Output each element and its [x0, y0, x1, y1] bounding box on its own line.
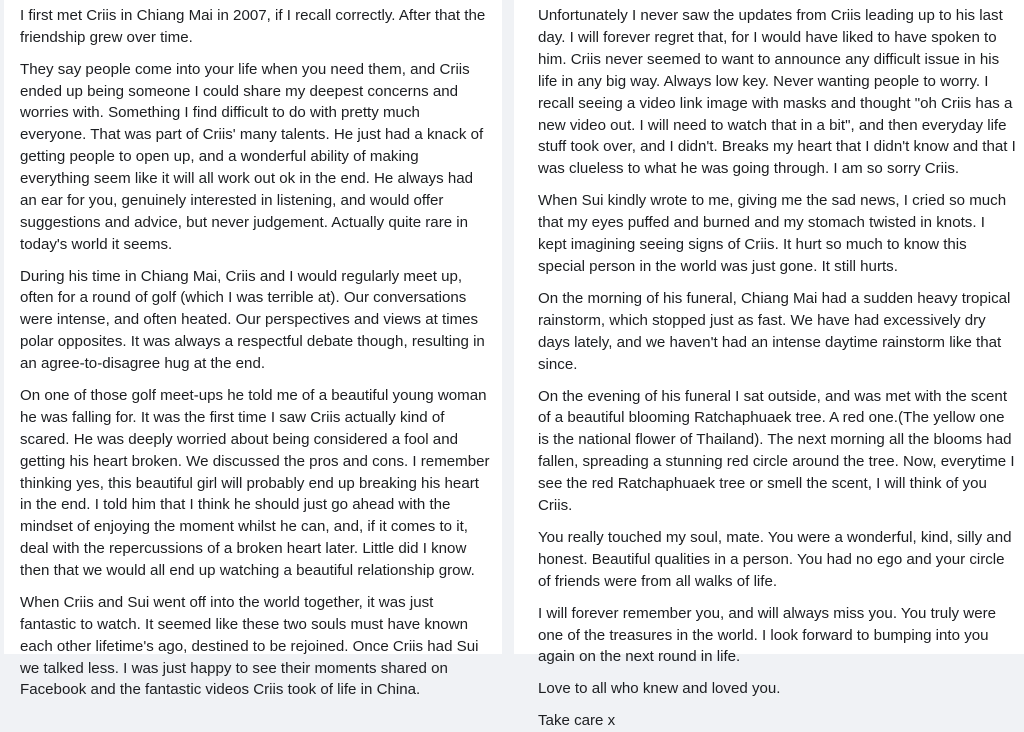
paragraph: Unfortunately I never saw the updates from Criis leading up to his last day. I will forever regret that, for I would have liked to have spoken to him. Criis never seemed to want to announce any difficult issue in his life in any big way. Always low key. Never wanting people to worry. I recall seeing a video link image with masks and thought "oh Criis has a new video out. I will need to watch that in a bit", and then everyday life stuff took over, and I didn't. Breaks my heart that I didn't know and that I was clueless to what he was going through. I am so sorry Criis. — [538, 7, 1016, 178]
left-text-column — [4, 0, 502, 699]
paragraph: Love to all who knew and loved you. — [538, 680, 781, 698]
paragraph: Take care x — [538, 712, 616, 730]
paragraph: I first met Criis in Chiang Mai in 2007, if I recall correctly. After that the friendship grew over time. — [20, 7, 486, 46]
paragraph: I will forever remember you, and will always miss you. You truly were one of the treasures in the world. I look forward to bumping into you again on the next round in life. — [538, 604, 997, 666]
paragraph: During his time in Chiang Mai, Criis and I would regularly meet up, often for a round of golf (which I was terrible at). Our conversations were intense, and often heated. Our perspectives and views at times polar opposites. It was always a respectful debate though, resulting in an agree-to-disagree hug at the end. — [20, 267, 485, 373]
paragraph: On one of those golf meet-ups he told me of a beautiful young woman he was falling for. It was the first time I saw Criis actually kind of scared. He was deeply worried about being considered a fool and getting his heart broken. We discussed the pros and cons. I remember thinking yes, this beautiful girl will probably end up breaking his heart in the end. I told him that I think he should just go ahead with the mindset of enjoying the moment whilst he can, and, if it comes to it, deal with the repercussions of a broken heart later. Little did I know then that we would all end up watching a beautiful relationship grow. — [20, 386, 490, 580]
paragraph: On the evening of his funeral I sat outside, and was met with the scent of a beautiful blooming Ratchaphuaek tree. A red one.(The yellow one is the national flower of Thailand). The next morning all the blooms had fallen, spreading a stunning red circle around the tree. Now, everytime I see the red Ratchaphuaek tree or smell the scent, I will think of you Criis. — [538, 387, 1015, 515]
paragraph: When Sui kindly wrote to me, giving me the sad news, I cried so much that my eyes puffed and burned and my stomach twisted in knots. I kept imagining seeing signs of Criis. It hurt so much to know this special person in the world was just gone. It still hurts. — [538, 192, 1007, 275]
right-text-column — [514, 0, 1024, 730]
paragraph: You really touched my soul, mate. You were a wonderful, kind, silly and honest. Beautiful qualities in a person. You had no ego and your circle of friends were from all walks of life. — [538, 528, 1012, 590]
paragraph: They say people come into your life when you need them, and Criis ended up being someone I could share my deepest concerns and worries with. Something I find difficult to do with pretty much everyone. That was part of Criis' many talents. He just had a knack of getting people to open up, and a wonderful ability of making everything seem like it will all work out ok in the end. He always had an ear for you, genuinely interested in listening, and would offer suggestions and advice, but never judgement. Actually quite rare in today's world it seems. — [20, 60, 484, 253]
paragraph: When Criis and Sui went off into the world together, it was just fantastic to watch. It seemed like these two souls must have known each other lifetime's ago, destined to be rejoined. Once Criis had Sui we talked less. I was just happy to see their moments shared on Facebook and the fantastic videos Criis took of life in China. — [20, 593, 479, 699]
paragraph: On the morning of his funeral, Chiang Mai had a sudden heavy tropical rainstorm, which stopped just as fast. We have had excessively dry days lately, and we haven't had an intense daytime rainstorm like that since. — [538, 289, 1011, 373]
